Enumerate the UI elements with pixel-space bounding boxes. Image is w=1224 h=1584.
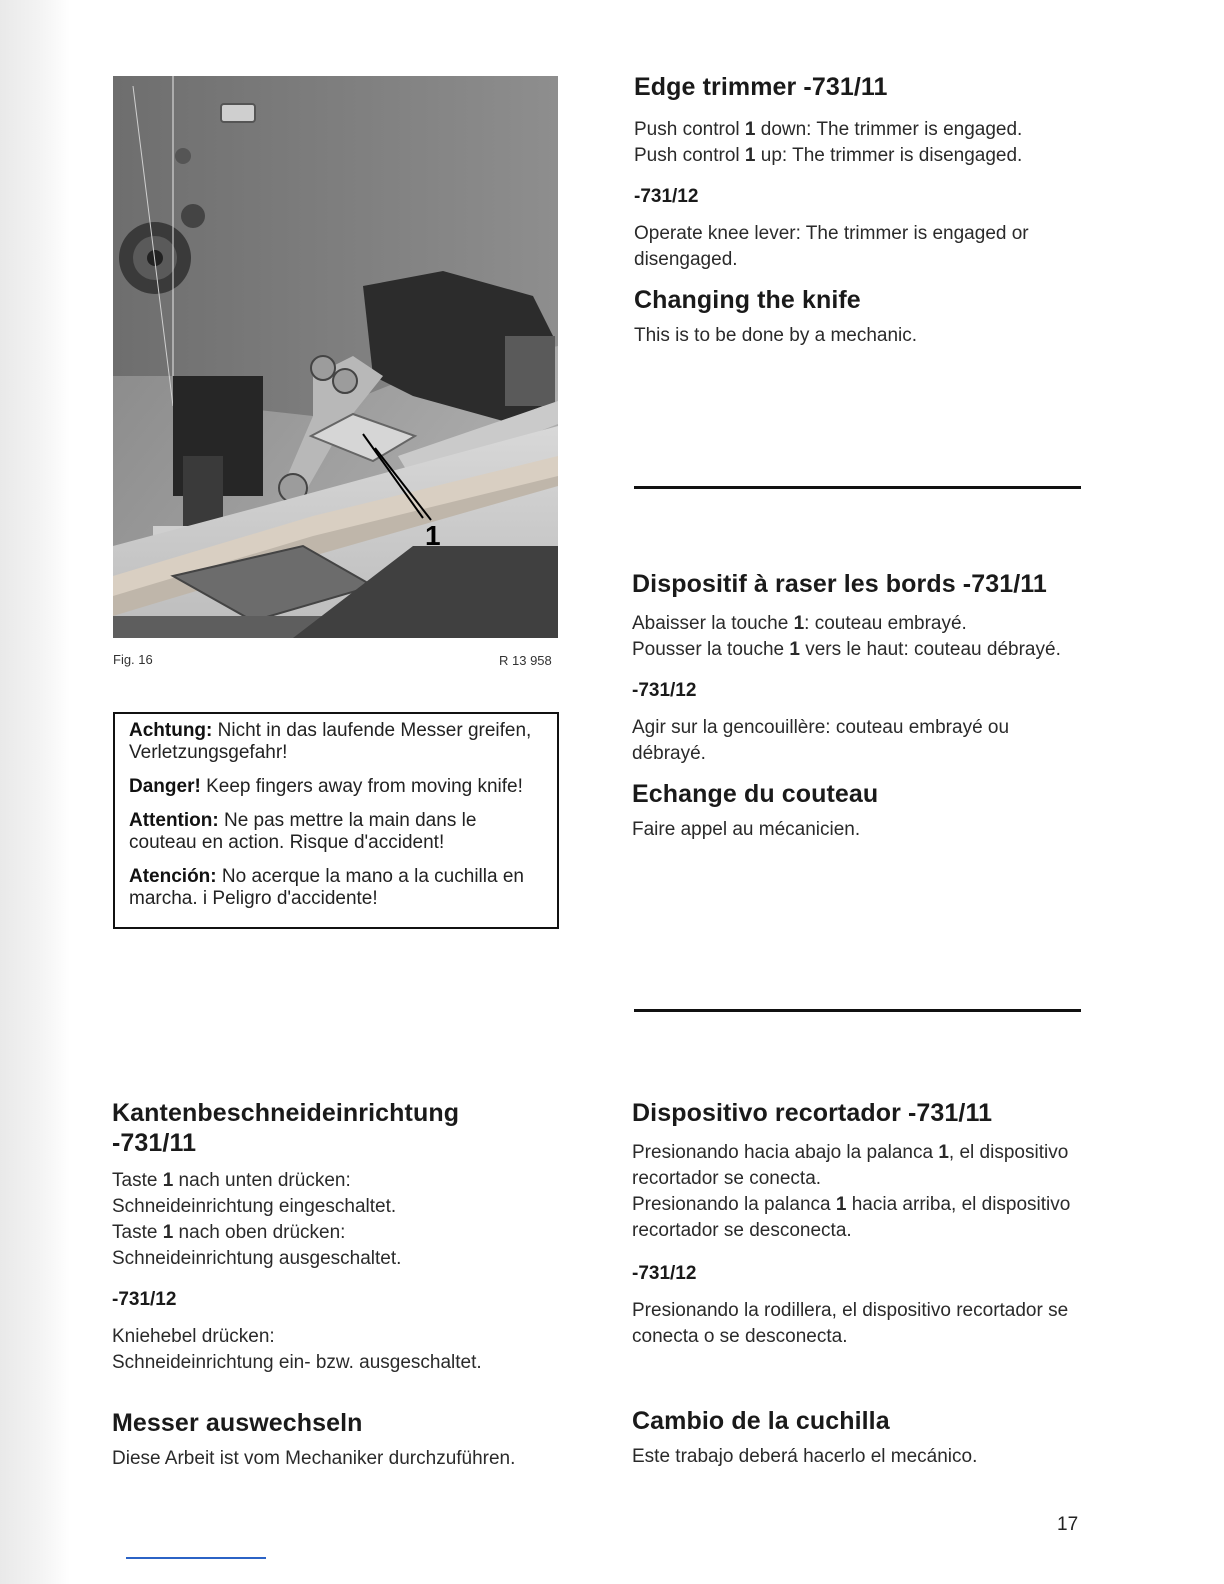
- fr-line1: Abaisser la touche 1: couteau embrayé.: [632, 613, 967, 634]
- sewing-machine-photo: [113, 76, 558, 638]
- en-text2: This is to be done by a mechanic.: [634, 325, 918, 346]
- figure-ref: R 13 958: [499, 653, 552, 668]
- warning-fr-text: Ne pas mettre la main dans le couteau en action. Risque d'accident!: [129, 810, 477, 853]
- es-title2: Cambio de la cuchilla: [632, 1407, 890, 1435]
- page-number: 17: [1057, 1514, 1079, 1535]
- edge-trimmer-illustration: [113, 76, 558, 638]
- de-line4: Schneideinrichtung ausgeschaltet.: [112, 1248, 402, 1269]
- fr-title: Dispositif à raser les bords -731/11: [632, 570, 1047, 598]
- de-sub-line2: Schneideinrichtung ein- bzw. ausgeschaltet.: [112, 1352, 482, 1373]
- es-sub: -731/12: [632, 1263, 697, 1284]
- de-line2: Schneideinrichtung eingeschaltet.: [112, 1196, 397, 1217]
- en-sub: -731/12: [634, 186, 699, 207]
- warning-es-head: Atención:: [129, 866, 217, 887]
- es-text2: Este trabajo deberá hacerlo el mecánico.: [632, 1446, 978, 1467]
- divider-1: [634, 486, 1081, 489]
- section-french: [632, 569, 1084, 843]
- de-title-line2: -731/11: [112, 1129, 197, 1157]
- de-title-line1: Kantenbeschneideinrichtung: [112, 1099, 460, 1127]
- de-line1: Taste 1 nach unten drücken:: [112, 1170, 351, 1191]
- en-title: Edge trimmer -731/11: [634, 73, 888, 101]
- en-sub-text: Operate knee lever: The trimmer is engaged or disengaged.: [634, 223, 1029, 270]
- section-english: [634, 72, 1084, 349]
- callout-number: 1: [425, 520, 441, 551]
- page-edge-shadow: [0, 0, 70, 1584]
- de-text2: Diese Arbeit ist vom Mechaniker durchzuführen.: [112, 1448, 516, 1469]
- warning-de: [129, 720, 545, 764]
- es-para1: Presionando hacia abajo la palanca 1, el dispositivo recortador se conecta.: [632, 1142, 1069, 1189]
- fr-title2: Echange du couteau: [632, 780, 879, 808]
- bottom-blue-line: [126, 1557, 266, 1559]
- de-title2: Messer auswechseln: [112, 1409, 363, 1437]
- de-sub: -731/12: [112, 1289, 177, 1310]
- warning-es: [129, 866, 545, 910]
- en-line1: Push control 1 down: The trimmer is engaged.: [634, 119, 1023, 140]
- section-spanish: [632, 1098, 1082, 1470]
- es-title: Dispositivo recortador -731/11: [632, 1099, 993, 1127]
- warning-en: [129, 776, 545, 798]
- warning-box: [113, 712, 559, 929]
- en-line2: Push control 1 up: The trimmer is disengaged.: [634, 145, 1023, 166]
- divider-2: [634, 1009, 1081, 1012]
- warning-en-head: Danger!: [129, 776, 201, 797]
- fr-sub-text: Agir sur la gencouillère: couteau embrayé ou débrayé.: [632, 717, 1010, 764]
- fr-line2: Pousser la touche 1 vers le haut: couteau débrayé.: [632, 639, 1061, 660]
- figure-label: Fig. 16: [113, 652, 153, 667]
- fr-sub: -731/12: [632, 680, 697, 701]
- warning-fr: [129, 810, 545, 854]
- fr-text2: Faire appel au mécanicien.: [632, 819, 861, 840]
- warning-de-head: Achtung:: [129, 720, 213, 741]
- warning-fr-head: Attention:: [129, 810, 219, 831]
- warning-en-text: Keep fingers away from moving knife!: [206, 776, 523, 797]
- warning-es-text: No acerque la mano a la cuchilla en marcha. i Peligro d'accidente!: [129, 866, 524, 909]
- warning-de-text: Nicht in das laufende Messer greifen, Verletzungsgefahr!: [129, 720, 532, 763]
- de-line3: Taste 1 nach oben drücken:: [112, 1222, 346, 1243]
- es-para2: Presionando la palanca 1 hacia arriba, el dispositivo recortador se desconecta.: [632, 1194, 1071, 1241]
- section-german: [112, 1098, 572, 1472]
- de-sub-line1: Kniehebel drücken:: [112, 1326, 275, 1347]
- es-sub-text: Presionando la rodillera, el dispositivo recortador se conecta o se desconecta.: [632, 1300, 1069, 1347]
- en-title2: Changing the knife: [634, 286, 861, 314]
